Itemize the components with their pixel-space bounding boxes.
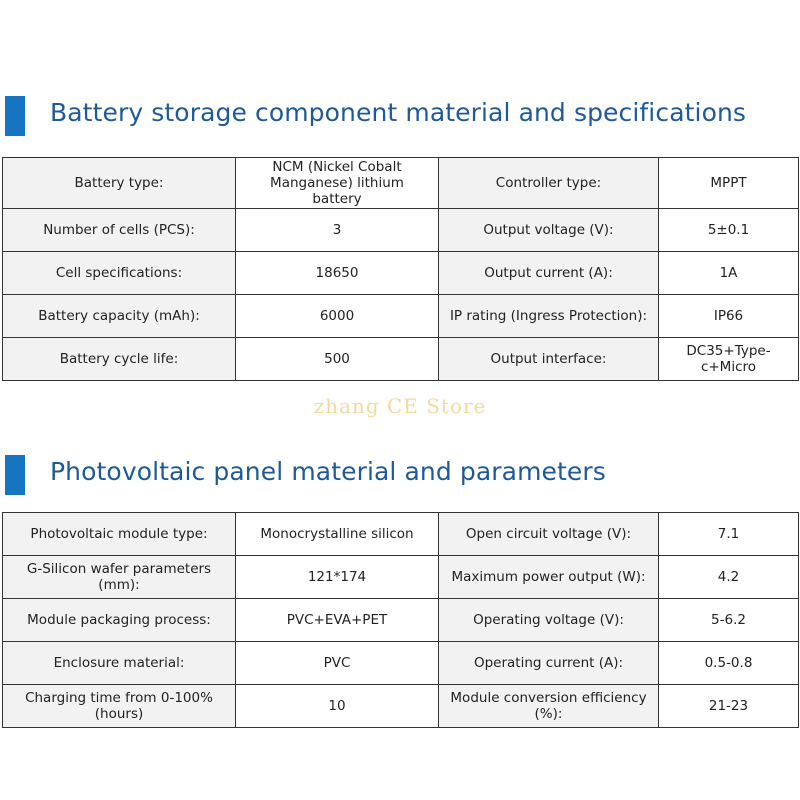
spec-value: 7.1 — [659, 513, 799, 556]
spec-label: Photovoltaic module type: — [3, 513, 236, 556]
spec-label: Charging time from 0-100% (hours) — [3, 685, 236, 728]
spec-label: Maximum power output (W): — [439, 556, 659, 599]
spec-value: 5±0.1 — [659, 209, 799, 252]
spec-label: Controller type: — [439, 158, 659, 209]
battery-section-accent-bar — [5, 96, 25, 136]
spec-value: 3 — [236, 209, 439, 252]
spec-value: 18650 — [236, 252, 439, 295]
spec-value: PVC — [236, 642, 439, 685]
pv-section-title: Photovoltaic panel material and parameters — [50, 457, 606, 486]
table-row — [3, 338, 799, 381]
table-row — [3, 209, 799, 252]
spec-label: Open circuit voltage (V): — [439, 513, 659, 556]
spec-value: NCM (Nickel Cobalt Manganese) lithium battery — [236, 158, 439, 209]
spec-label: Output interface: — [439, 338, 659, 381]
table-row — [3, 158, 799, 209]
spec-label: IP rating (Ingress Protection): — [439, 295, 659, 338]
battery-section-title: Battery storage component material and specifications — [50, 98, 747, 127]
spec-label: Battery type: — [3, 158, 236, 209]
spec-label: Operating current (A): — [439, 642, 659, 685]
spec-value: 4.2 — [659, 556, 799, 599]
spec-label: Module packaging process: — [3, 599, 236, 642]
store-watermark: zhang CE Store — [313, 394, 487, 418]
table-row — [3, 642, 799, 685]
spec-label: Number of cells (PCS): — [3, 209, 236, 252]
spec-value: 1A — [659, 252, 799, 295]
spec-label: G-Silicon wafer parameters (mm): — [3, 556, 236, 599]
spec-label: Battery capacity (mAh): — [3, 295, 236, 338]
battery-spec-table — [2, 157, 799, 381]
spec-label: Output current (A): — [439, 252, 659, 295]
spec-label: Module conversion efficiency (%): — [439, 685, 659, 728]
spec-value: 21-23 — [659, 685, 799, 728]
table-row — [3, 556, 799, 599]
spec-value: 5-6.2 — [659, 599, 799, 642]
pv-section-accent-bar — [5, 455, 25, 495]
table-row — [3, 685, 799, 728]
spec-label: Enclosure material: — [3, 642, 236, 685]
spec-label: Cell specifications: — [3, 252, 236, 295]
spec-value: IP66 — [659, 295, 799, 338]
spec-label: Battery cycle life: — [3, 338, 236, 381]
table-row — [3, 295, 799, 338]
spec-value: 10 — [236, 685, 439, 728]
pv-section-header — [0, 455, 800, 499]
battery-section-header — [0, 96, 800, 140]
spec-value: 121*174 — [236, 556, 439, 599]
spec-value: DC35+Type-c+Micro — [659, 338, 799, 381]
spec-value: 0.5-0.8 — [659, 642, 799, 685]
spec-label: Output voltage (V): — [439, 209, 659, 252]
spec-value: Monocrystalline silicon — [236, 513, 439, 556]
spec-label: Operating voltage (V): — [439, 599, 659, 642]
spec-value: 500 — [236, 338, 439, 381]
spec-value: MPPT — [659, 158, 799, 209]
table-row — [3, 252, 799, 295]
spec-value: PVC+EVA+PET — [236, 599, 439, 642]
table-row — [3, 513, 799, 556]
spec-value: 6000 — [236, 295, 439, 338]
pv-spec-table — [2, 512, 799, 728]
table-row — [3, 599, 799, 642]
